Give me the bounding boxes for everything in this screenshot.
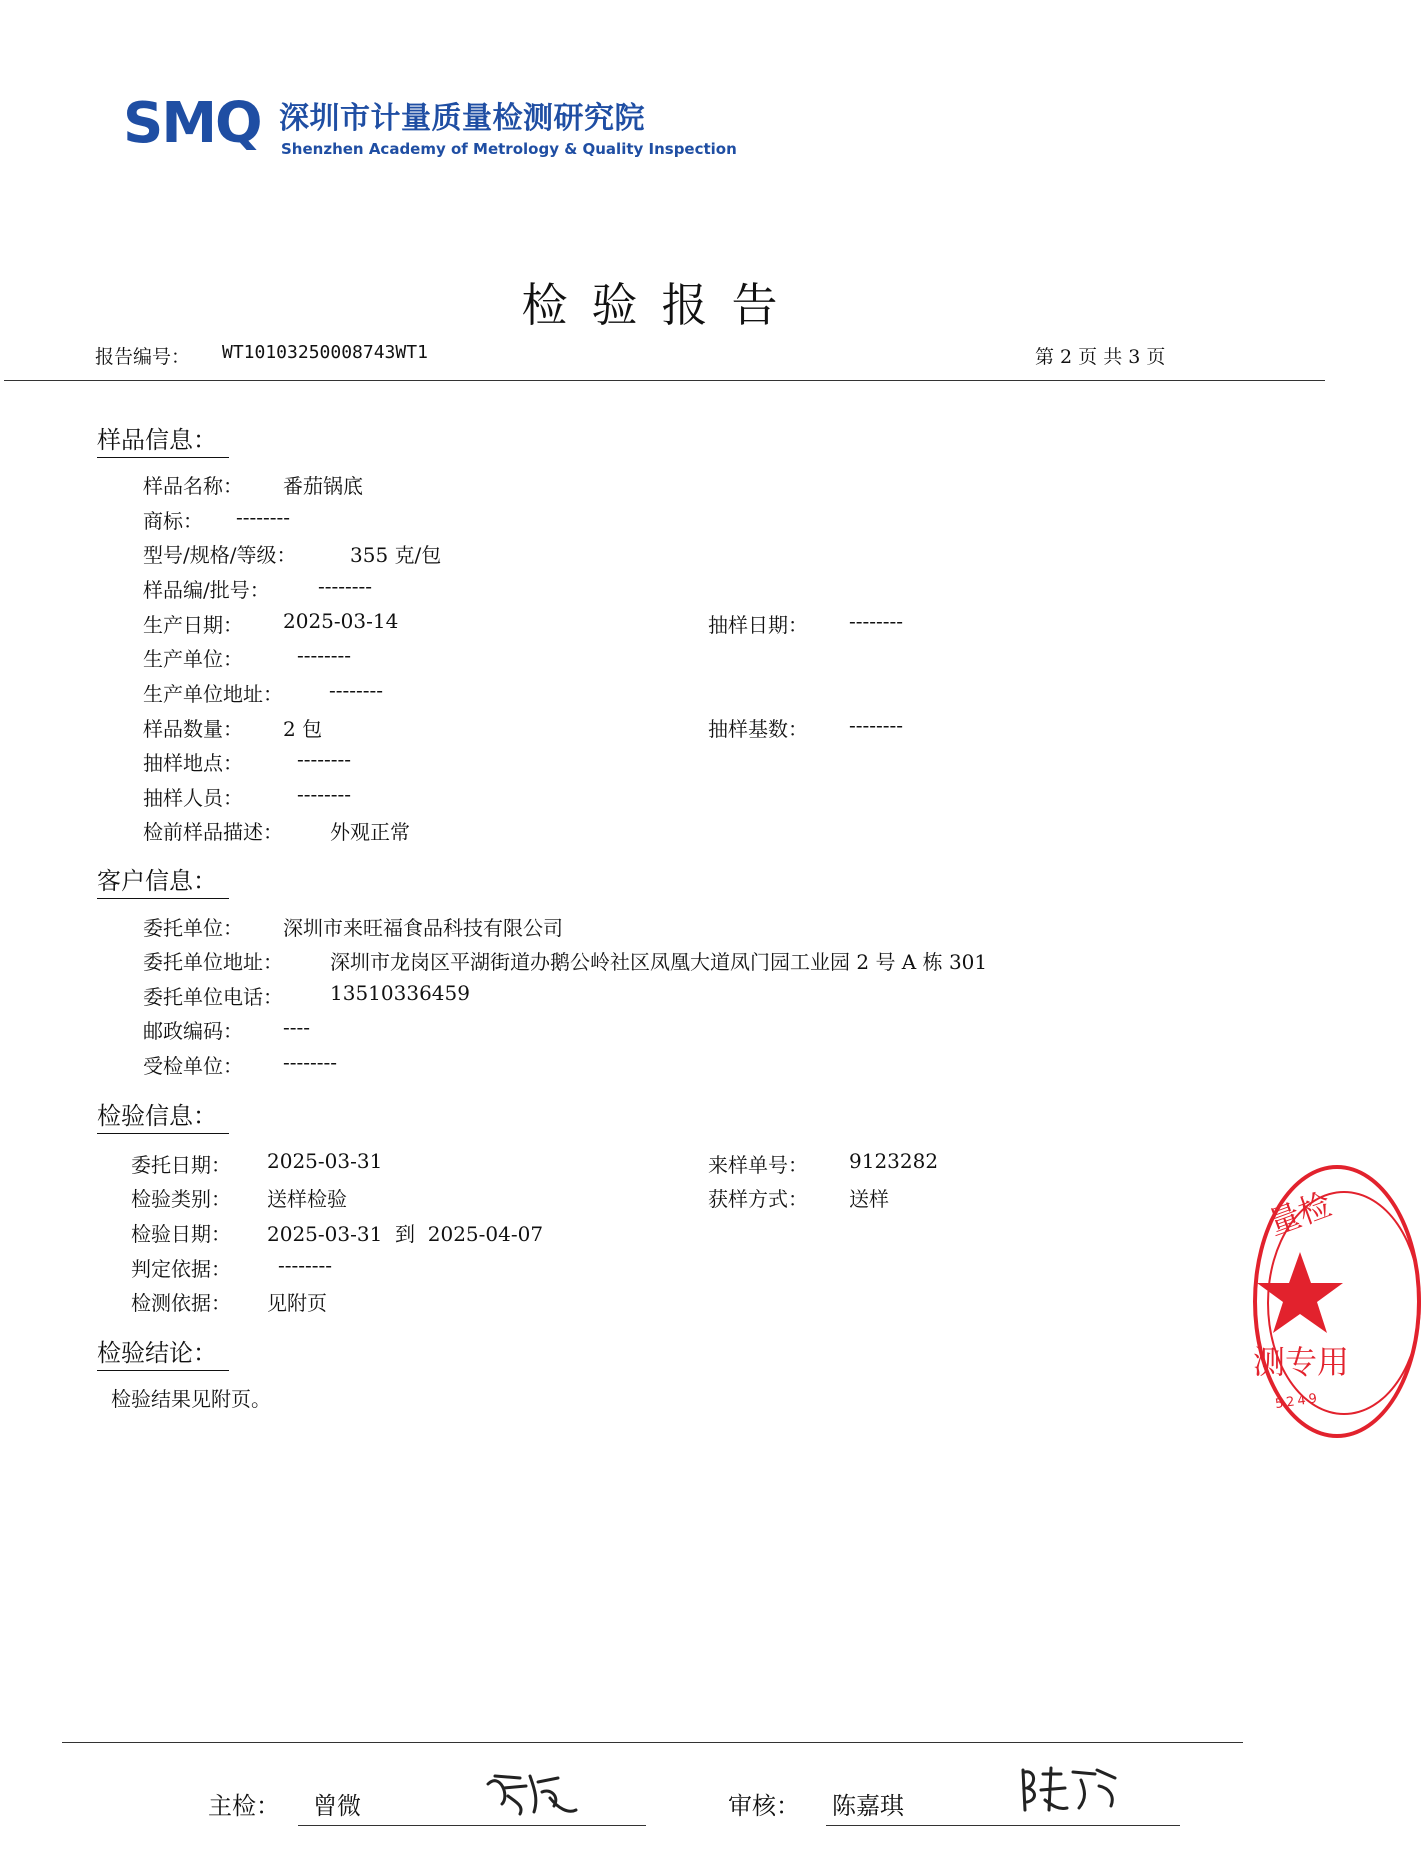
stamp-text-2: 测专用	[1253, 1343, 1350, 1381]
field-value: ----	[283, 1015, 311, 1039]
field-label: 抽样日期：	[708, 613, 808, 637]
field-label: 生产单位：	[143, 647, 243, 671]
reviewer-name: 陈嘉琪	[832, 1792, 904, 1820]
field-value: 见附页	[267, 1291, 327, 1315]
field-value: 深圳市龙岗区平湖街道办鹅公岭社区凤凰大道凤门园工业园 2 号 A 栋 301	[330, 950, 988, 974]
field-label: 样品名称：	[143, 474, 243, 498]
stamp-text: 量检	[1263, 1185, 1337, 1243]
inspector-signature	[480, 1766, 580, 1821]
field-label: 判定依据：	[131, 1257, 231, 1281]
field-value: 2025-03-31	[267, 1149, 383, 1173]
field-label: 样品编/批号：	[143, 578, 270, 602]
field-label: 获样方式：	[708, 1187, 808, 1211]
field-value: --------	[283, 1050, 338, 1074]
field-label: 检前样品描述：	[143, 820, 283, 844]
report-number-label: 报告编号：	[95, 346, 191, 368]
field-value: 13510336459	[330, 981, 470, 1005]
field-value: --------	[297, 747, 352, 771]
footer-divider	[62, 1742, 1243, 1743]
reviewer-signature	[1015, 1760, 1125, 1820]
conclusion-heading: 检验结论：	[97, 1333, 229, 1371]
inspection-info-heading: 检验信息：	[97, 1096, 229, 1134]
field-value: 355 克/包	[350, 543, 442, 567]
stamp-star-icon	[1255, 1247, 1345, 1337]
field-label: 型号/规格/等级：	[143, 543, 297, 567]
field-value: 2 包	[283, 717, 323, 741]
field-value: 外观正常	[330, 820, 410, 844]
field-label: 检测依据：	[131, 1291, 231, 1315]
field-value: --------	[297, 782, 352, 806]
logo-mark: SMQ	[123, 91, 261, 156]
org-name-en: Shenzhen Academy of Metrology & Quality Inspection	[281, 140, 737, 158]
inspector-label: 主检：	[208, 1792, 280, 1820]
field-label: 委托日期：	[131, 1153, 231, 1177]
field-value: 番茄锅底	[283, 474, 363, 498]
reviewer-signature-line	[826, 1825, 1180, 1826]
field-label: 受检单位：	[143, 1054, 243, 1078]
header-divider	[4, 380, 1325, 381]
org-name-cn: 深圳市计量质量检测研究院	[279, 101, 645, 136]
inspector-name: 曾微	[313, 1792, 361, 1820]
field-label: 检验类别：	[131, 1187, 231, 1211]
field-label: 委托单位地址：	[143, 950, 283, 974]
field-value: --------	[278, 1253, 333, 1277]
document-title: 检验报告	[521, 278, 802, 332]
field-value: 9123282	[849, 1149, 939, 1173]
official-stamp	[1253, 1165, 1421, 1438]
field-label: 抽样地点：	[143, 751, 243, 775]
inspector-signature-line	[298, 1825, 646, 1826]
field-value: 2025-03-14	[283, 609, 399, 633]
field-value: 送样检验	[267, 1187, 347, 1211]
field-value: 2025-03-31 到 2025-04-07	[267, 1222, 544, 1246]
field-label: 商标：	[143, 509, 203, 533]
sample-info-heading: 样品信息：	[97, 420, 229, 458]
field-value: --------	[849, 609, 904, 633]
page-info: 第 2 页 共 3 页	[1035, 346, 1166, 368]
field-value: --------	[329, 678, 384, 702]
field-label: 来样单号：	[708, 1153, 808, 1177]
field-label: 检验日期：	[131, 1222, 231, 1246]
field-value: 送样	[849, 1187, 889, 1211]
field-label: 生产单位地址：	[143, 682, 283, 706]
field-value: --------	[318, 574, 373, 598]
field-label: 邮政编码：	[143, 1019, 243, 1043]
stamp-number: 5249	[1274, 1390, 1321, 1413]
field-label: 生产日期：	[143, 613, 243, 637]
report-number: WT10103250008743WT1	[222, 342, 428, 363]
field-label: 委托单位电话：	[143, 985, 283, 1009]
field-value: 深圳市来旺福食品科技有限公司	[283, 916, 563, 940]
field-label: 委托单位：	[143, 916, 243, 940]
field-label: 抽样基数：	[708, 717, 808, 741]
field-value: --------	[236, 505, 291, 529]
conclusion-text: 检验结果见附页。	[111, 1387, 271, 1411]
field-value: --------	[297, 643, 352, 667]
field-label: 样品数量：	[143, 717, 243, 741]
field-value: --------	[849, 713, 904, 737]
field-label: 抽样人员：	[143, 786, 243, 810]
client-info-heading: 客户信息：	[97, 861, 229, 899]
reviewer-label: 审核：	[728, 1792, 800, 1820]
